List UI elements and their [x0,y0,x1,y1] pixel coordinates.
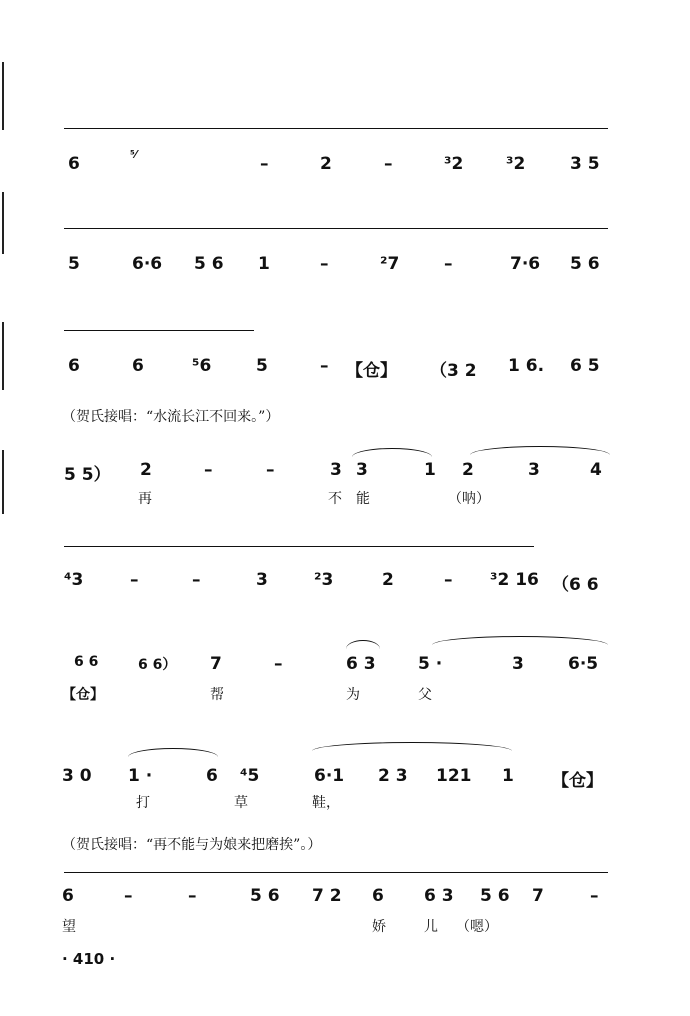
note: 1 [258,254,270,274]
note: 1 · [128,766,153,786]
note: 5 6 [250,886,280,906]
score-line-5 [0,546,690,626]
lyric: （嗯） [456,919,498,935]
note: 1 [424,460,436,480]
note: 4 [590,460,602,480]
grace-note: ⁵⁄ [130,148,137,161]
margin-mark [2,62,4,130]
slur [352,448,432,457]
note: 3 [528,460,540,480]
lyric: 帮 [210,687,224,703]
note: 6 6） [138,657,177,673]
lyric: 不 [328,491,342,507]
note: 5 6 [570,254,600,274]
note: 7 [532,886,544,906]
lyric: 鞋， [312,795,340,811]
note: ⁵6 [192,356,212,376]
note: 6·6 [132,254,163,274]
slur-line [64,330,254,331]
note: 3 [330,460,342,480]
annotation-text: （贺氏接唱：“水流长江不回来。”） [62,409,280,425]
slur [432,636,608,645]
note: – [188,886,197,906]
score-line-7 [0,742,690,822]
note: 3 [356,460,368,480]
note: 7·6 [510,254,541,274]
note: 2 [462,460,474,480]
lyric: 娇 [372,919,386,935]
lyric: （呐） [448,491,490,507]
slur [346,640,380,649]
note: 6 [132,356,144,376]
lyric: 为 [346,687,360,703]
percussion-cue: 【仓】 [62,687,104,703]
note: ³2 16 [490,570,539,590]
note: 6 5 [570,356,600,376]
score-line-2 [0,228,690,308]
note: – [444,254,453,274]
slur-line [64,546,534,547]
slur [128,748,218,757]
percussion-cue: 【仓】 [552,771,603,791]
note: 2 [320,154,332,174]
note: – [260,154,269,174]
note: 6 [62,886,74,906]
note: – [320,356,329,376]
note: 5 5） [64,465,111,485]
score-line-1 [0,128,690,208]
note: ²3 [314,570,334,590]
lyric: 再 [138,491,152,507]
note: 6 6 [74,654,99,670]
note: – [192,570,201,590]
note: 2 [140,460,152,480]
note: ⁴3 [64,570,84,590]
note: – [266,460,275,480]
annotation-text: （贺氏接唱：“再不能与为娘来把磨挨”。） [62,837,322,853]
note: 6·1 [314,766,345,786]
note: （6 6 [552,575,599,595]
slur [470,446,610,455]
note: 6·5 [568,654,599,674]
page-number: · 410 · [62,950,116,968]
note: – [204,460,213,480]
note: – [444,570,453,590]
note: 5 6 [480,886,510,906]
note: 1 6. [508,356,545,376]
note: ³2 [506,154,526,174]
note: 6 [68,154,80,174]
note: – [274,654,283,674]
note: 2 3 [378,766,408,786]
note: 6 [68,356,80,376]
lyric: 草 [234,795,248,811]
note: 5 6 [194,254,224,274]
note: 121 [436,766,472,786]
lyric: 父 [418,687,432,703]
note: 5 [256,356,268,376]
note: – [590,886,599,906]
score-line-4 [0,446,690,526]
note: 5 · [418,654,443,674]
note: – [384,154,393,174]
note: 3 [512,654,524,674]
note: 7 [210,654,222,674]
note: ⁴5 [240,766,260,786]
note: 6 [206,766,218,786]
slur-line [64,228,608,229]
note: – [124,886,133,906]
lyric: 打 [136,795,150,811]
note: – [130,570,139,590]
note: 6 [372,886,384,906]
slur [312,742,512,751]
note: ³2 [444,154,464,174]
note: 2 [382,570,394,590]
lyric: 望 [62,919,76,935]
note: 6 3 [346,654,376,674]
slur-line [64,128,608,129]
note: 3 0 [62,766,92,786]
percussion-cue: 【仓】 [346,361,397,381]
note: ²7 [380,254,400,274]
score-line-8 [0,872,690,952]
note: （3 2 [430,361,477,381]
lyric: 能 [356,491,370,507]
note: 7 2 [312,886,342,906]
note: 6 3 [424,886,454,906]
score-line-3 [0,330,690,410]
note: 3 5 [570,154,600,174]
note: 5 [68,254,80,274]
note: 3 [256,570,268,590]
note: – [320,254,329,274]
note: 1 [502,766,514,786]
slur-line [64,872,608,873]
lyric: 儿 [424,919,438,935]
score-line-6 [0,636,690,716]
